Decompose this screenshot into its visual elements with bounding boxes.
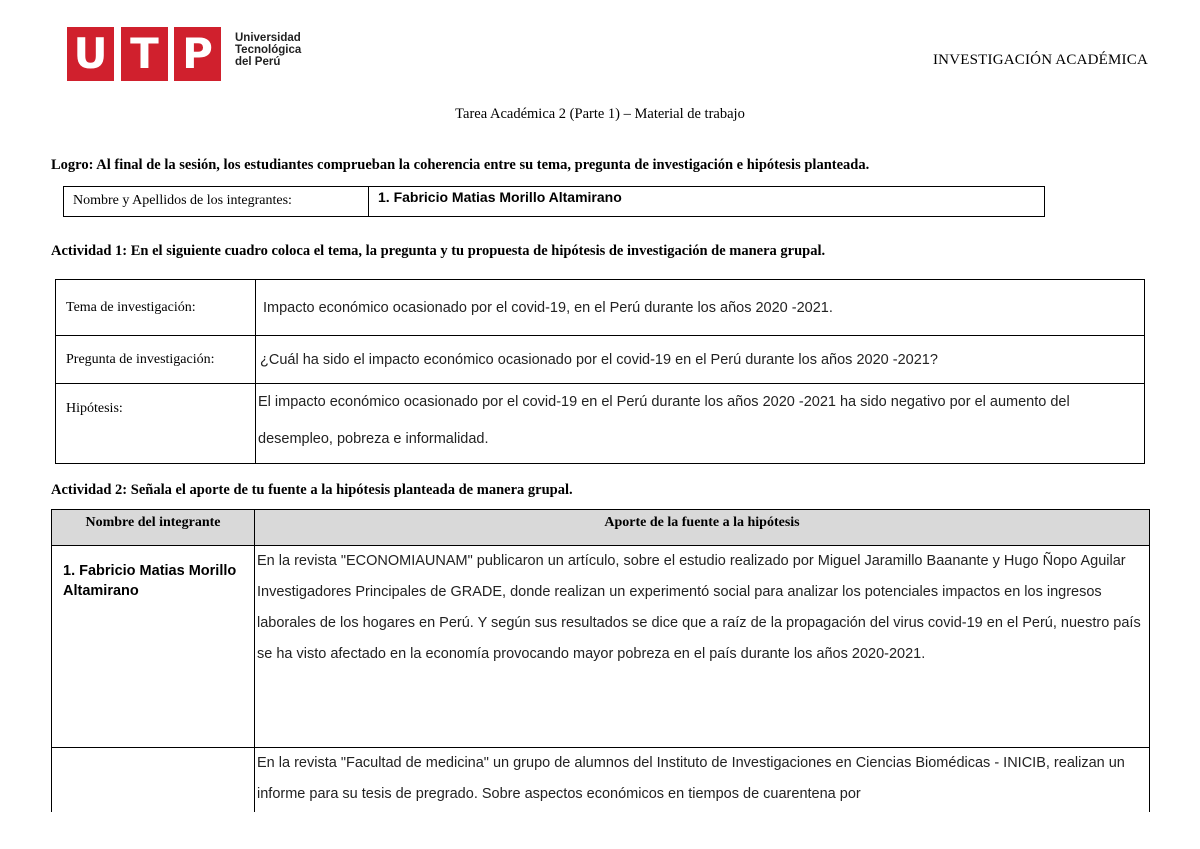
logro-text: Al final de la sesión, los estudiantes comprueban la coherencia entre su tema, pregunta de investigación e hipótesis planteada. xyxy=(96,157,870,173)
integrante-name xyxy=(52,748,255,812)
aporte-text: En la revista "ECONOMIAUNAM" publicaron un artículo, sobre el estudio realizado por Miguel Jaramillo Baanante y Hugo Ñopo Aguilar Investigadores Principales de GRADE, donde realizan un experimentó social para analizar los potenciales impactos en los ingresos laborales de los hogares en Perú. Y según sus resultados se dice que a raíz de la propagación del virus covid-19 en el Perú, nuestro país se ha visto afectado en la economía provocando mayor pobreza en el país durante los años 2020-2021. xyxy=(255,546,1150,748)
logo-letter-p: P xyxy=(182,29,213,78)
aporte-text xyxy=(255,748,1150,812)
utp-logo xyxy=(67,27,317,81)
logo-letter-u: U xyxy=(73,29,108,78)
aporte-text-clip: En la revista "Facultad de medicina" un grupo de alumnos del Instituto de Investigaciones en Ciencias Biomédicas - INICIB, realizan un informe para su tesis de pregrado. Sobre aspectos económicos en tiempos de cuarentena por xyxy=(257,755,1125,802)
sources-table xyxy=(51,509,1150,812)
integrante-name: 1. Fabricio Matias Morillo Altamirano xyxy=(52,546,255,748)
hipotesis-label: Hipótesis: xyxy=(56,384,256,464)
logo-university-name xyxy=(235,32,301,68)
header-aporte: Aporte de la fuente a la hipótesis xyxy=(255,510,1150,546)
table-row-hipotesis xyxy=(56,384,1145,464)
activity1-label: Actividad 1: xyxy=(51,243,128,259)
logo-box-t xyxy=(121,27,168,81)
document-title: Tarea Académica 2 (Parte 1) – Material de trabajo xyxy=(455,106,745,122)
members-label: Nombre y Apellidos de los integrantes: xyxy=(64,187,369,217)
table-row-tema xyxy=(56,280,1145,336)
activity2-label: Actividad 2: xyxy=(51,482,128,498)
logo-name-line-3: del Perú xyxy=(235,56,281,68)
activity2-text: Señala el aporte de tu fuente a la hipótesis planteada de manera grupal. xyxy=(130,482,573,498)
logo-letter-t: T xyxy=(130,29,159,78)
pregunta-label: Pregunta de investigación: xyxy=(56,336,256,384)
members-table xyxy=(63,186,1045,217)
logo-box-u xyxy=(67,27,114,81)
activity2-heading xyxy=(51,482,573,499)
research-table xyxy=(55,279,1145,464)
members-value: 1. Fabricio Matias Morillo Altamirano xyxy=(369,187,1045,217)
logo-name-line-1: Universidad xyxy=(235,32,301,44)
table-header-row xyxy=(52,510,1150,546)
table-row xyxy=(52,546,1150,748)
header-title: INVESTIGACIÓN ACADÉMICA xyxy=(932,52,1148,68)
activity1-text: En el siguiente cuadro coloca el tema, la pregunta y tu propuesta de hipótesis de investigación de manera grupal. xyxy=(130,243,826,259)
tema-label: Tema de investigación: xyxy=(56,280,256,336)
activity1-heading xyxy=(51,243,825,260)
tema-value: Impacto económico ocasionado por el covid-19, en el Perú durante los años 2020 -2021. xyxy=(256,280,1145,336)
header-integrante: Nombre del integrante xyxy=(52,510,255,546)
logro-label: Logro: xyxy=(51,157,94,173)
members-row xyxy=(64,187,1045,217)
hipotesis-value: El impacto económico ocasionado por el covid-19 en el Perú durante los años 2020 -2021 ha sido negativo por el aumento del desempleo, pobreza e informalidad. xyxy=(256,384,1145,464)
logo-box-p xyxy=(174,27,221,81)
logo-name-line-2: Tecnológica xyxy=(235,44,302,56)
pregunta-value: ¿Cuál ha sido el impacto económico ocasionado por el covid-19 en el Perú durante los años 2020 -2021? xyxy=(256,336,1145,384)
logro-paragraph xyxy=(51,157,869,174)
table-row-pregunta xyxy=(56,336,1145,384)
table-row xyxy=(52,748,1150,812)
